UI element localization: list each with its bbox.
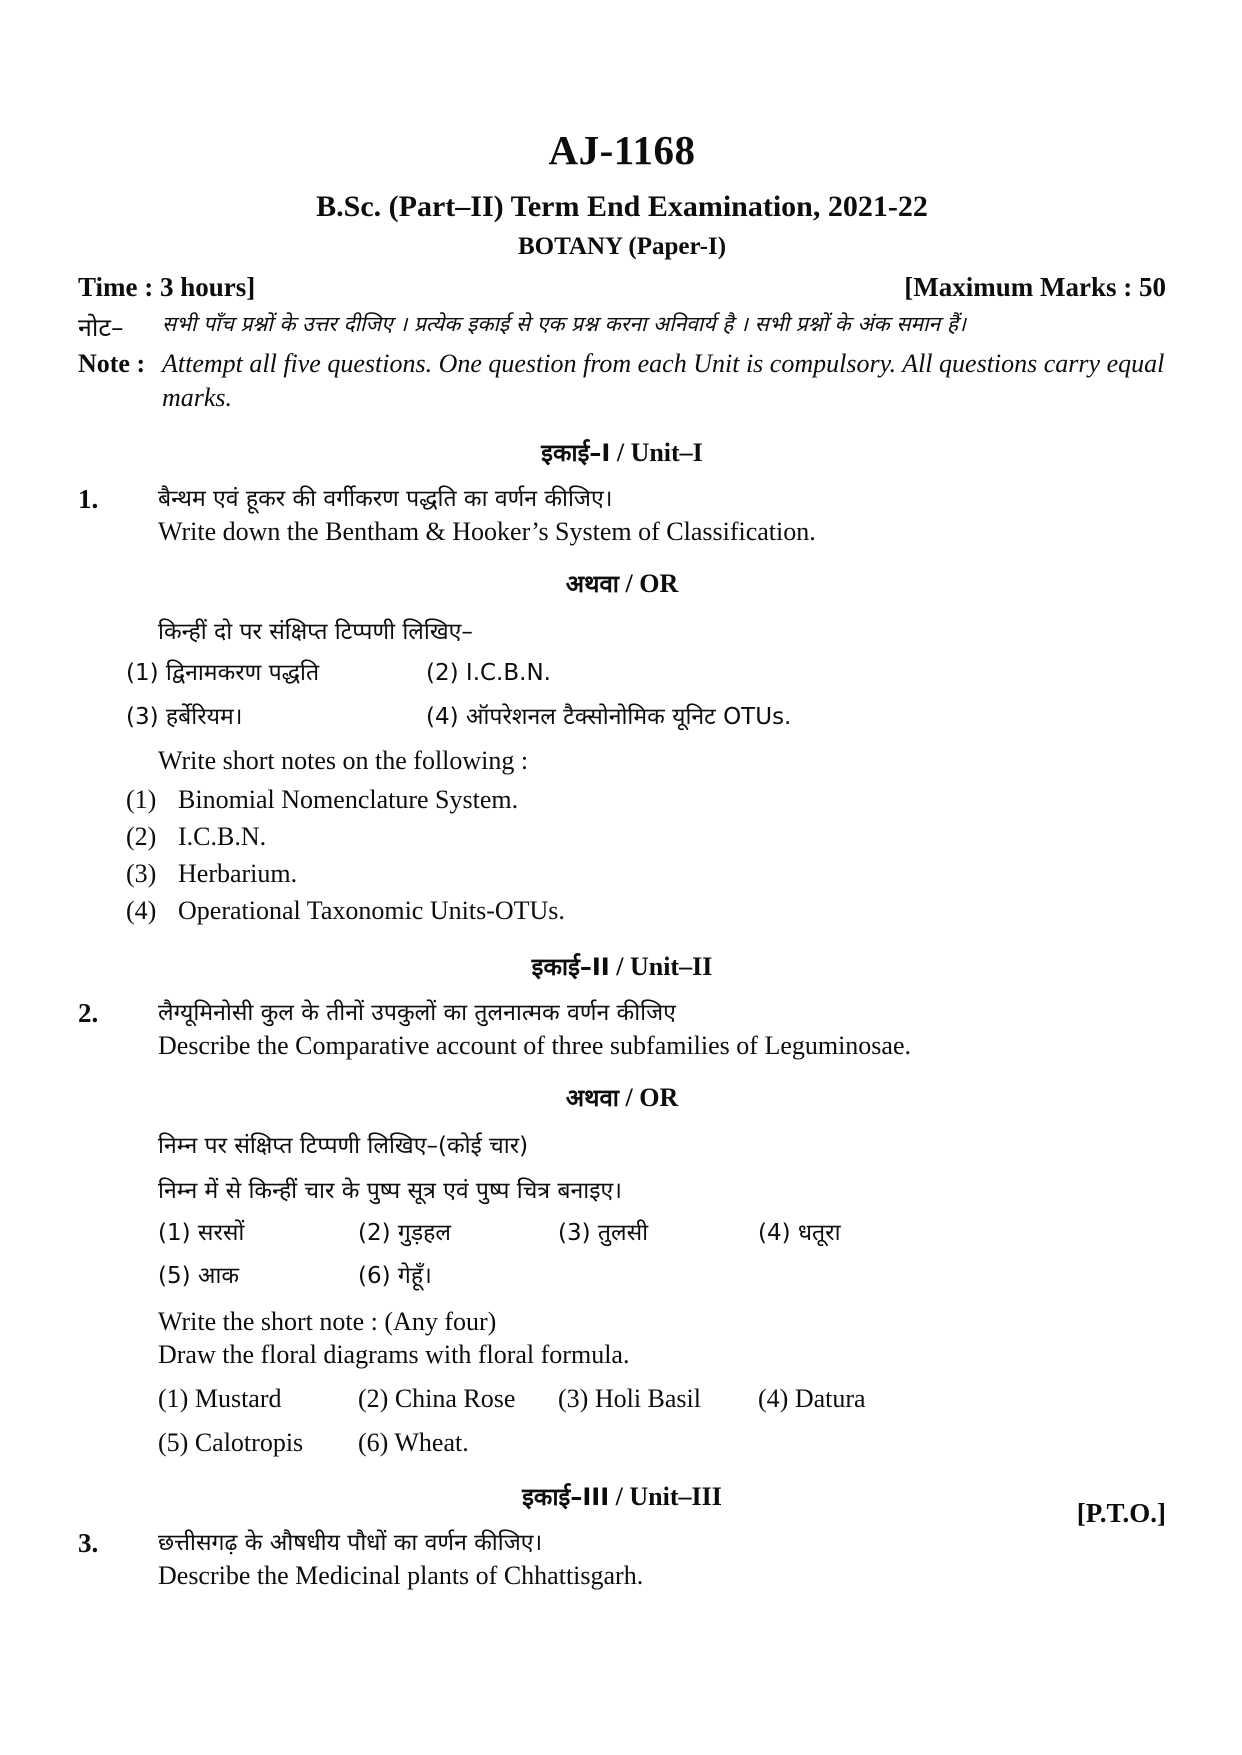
exam-title: B.Sc. (Part–II) Term End Examination, 2021-22 (316, 190, 928, 224)
q1-en-item-4-marker: (4) (126, 895, 157, 925)
q1-en-item-1-marker: (1) (126, 784, 157, 814)
list-item (158, 1260, 358, 1293)
q1-en-item-4-text: Operational Taxonomic Units-OTUs. (178, 895, 565, 925)
list-item (126, 782, 1166, 819)
question-1-number: 1. (78, 483, 99, 514)
question-3-hindi: छत्तीसगढ़ के औषधीय पौधों का वर्णन कीजिए। (158, 1529, 543, 1556)
list-item (126, 819, 1166, 856)
q2-en-item-3-marker: (3) (558, 1384, 589, 1414)
list-item (126, 657, 426, 690)
question-1-english: Write down the Bentham & Hooker’s System of Classification. (158, 517, 816, 547)
list-item (426, 657, 551, 690)
q2-hi-item-5-marker: (5) (158, 1262, 191, 1289)
or-divider-1-hindi: अथवा (565, 570, 619, 599)
question-2 (78, 997, 1166, 1063)
q1-en-item-2-marker: (2) (126, 821, 157, 851)
q2-alt-english-items-row-2 (158, 1426, 1166, 1460)
q1-hi-item-2-text: I.C.B.N. (465, 659, 551, 686)
paper-code: AJ-1168 (548, 127, 696, 173)
q2-hi-item-2-text: गुड़हल (397, 1220, 451, 1247)
list-item (358, 1260, 558, 1293)
q2-en-item-5-text: Calotropis (194, 1428, 304, 1458)
q1-alt-hindi-items-row-1 (126, 657, 1166, 690)
list-item (558, 1217, 758, 1250)
list-item (758, 1382, 958, 1416)
list-item (158, 1426, 358, 1460)
question-2-number: 2. (78, 997, 99, 1028)
unit-1-heading-hindi: इकाई–I (541, 438, 611, 467)
q2-en-item-4-text: Datura (794, 1384, 866, 1414)
question-3-english: Describe the Medicinal plants of Chhattisgarh. (158, 1561, 644, 1591)
unit-heading-separator: / (609, 951, 630, 981)
q2-hi-item-2-marker: (2) (358, 1220, 391, 1247)
question-3 (78, 1527, 1166, 1593)
unit-3-heading-english: Unit–III (629, 1481, 722, 1511)
list-item (358, 1382, 558, 1416)
q1-hi-item-1-marker: (1) (126, 659, 159, 686)
q2-hi-item-5-text: आक (197, 1262, 240, 1289)
q2-hi-item-4-text: धतूरा (797, 1220, 841, 1247)
q2-hi-item-6-text: गेहूँ। (397, 1262, 432, 1289)
q2-hi-item-3-text: तुलसी (597, 1220, 649, 1247)
page-turn-over-note: [P.T.O.] (1076, 1498, 1166, 1528)
unit-3-heading (78, 1480, 1166, 1513)
unit-heading-separator: / (610, 437, 631, 467)
q2-en-item-3-text: Holi Basil (594, 1384, 701, 1414)
unit-2-heading-english: Unit–II (629, 951, 713, 981)
list-item (126, 701, 426, 734)
note-english-text: Attempt all five questions. One question from each Unit is compulsory. All questions carry equal marks. (162, 349, 1165, 413)
q2-hi-item-4-marker: (4) (758, 1220, 791, 1247)
q2-en-item-5-marker: (5) (158, 1428, 189, 1458)
question-3-number: 3. (78, 1527, 99, 1558)
q2-en-item-1-text: Mustard (194, 1384, 282, 1414)
q2-alt-hindi-prompt-1: निम्न पर संक्षिप्त टिप्पणी लिखिए–(कोई चार) (158, 1133, 529, 1160)
q2-alt-english-items-row-1 (158, 1382, 1166, 1416)
q1-hi-item-4-marker: (4) (426, 704, 459, 731)
subject-title: BOTANY (Paper-I) (517, 233, 727, 261)
note-hindi-label: नोट– (78, 313, 124, 343)
question-2-alternative (158, 1130, 1166, 1460)
q2-en-item-2-text: China Rose (394, 1384, 516, 1414)
unit-1-heading (78, 436, 1166, 469)
time-and-marks-row (78, 272, 1166, 303)
list-item (558, 1382, 758, 1416)
q2-en-item-6-marker: (6) (358, 1428, 389, 1458)
or-divider-2-separator: / (619, 1083, 640, 1113)
q1-alt-english-items (126, 782, 1166, 930)
or-divider-1 (78, 567, 1166, 600)
list-item (358, 1426, 558, 1460)
note-english-label: Note : (78, 349, 146, 379)
unit-2-heading (78, 950, 1166, 983)
q1-alt-hindi-prompt: किन्हीं दो पर संक्षिप्त टिप्पणी लिखिए– (158, 619, 473, 646)
question-3-body (158, 1527, 1166, 1593)
q1-hi-item-3-marker: (3) (126, 704, 159, 731)
q1-en-item-2-text: I.C.B.N. (178, 821, 267, 851)
question-1 (78, 483, 1166, 549)
q2-alt-hindi-prompt-2: निम्न में से किन्हीं चार के पुष्प सूत्र एवं पुष्प चित्र बनाइए। (158, 1177, 622, 1204)
maximum-marks: [Maximum Marks : 50 (904, 272, 1166, 303)
q1-hi-item-4-text: ऑपरेशनल टैक्सोनोमिक यूनिट OTUs. (465, 704, 792, 731)
note-hindi-row (78, 311, 1166, 344)
q1-hi-item-1-text: द्विनामकरण पद्धति (165, 659, 320, 686)
q2-hi-item-1-marker: (1) (158, 1220, 191, 1247)
note-english-row (78, 347, 1166, 416)
or-divider-2 (78, 1081, 1166, 1114)
list-item (426, 701, 791, 734)
question-2-hindi: लैग्यूमिनोसी कुल के तीनों उपकुलों का तुलनात्मक वर्णन कीजिए (158, 999, 676, 1026)
unit-2-heading-hindi: इकाई–II (531, 952, 610, 981)
page-content (78, 128, 1166, 1593)
or-divider-1-english: OR (639, 569, 679, 599)
question-2-body (158, 997, 1166, 1063)
q1-en-item-3-marker: (3) (126, 858, 157, 888)
q2-en-item-2-marker: (2) (358, 1384, 389, 1414)
q1-alt-hindi-items-row-2 (126, 701, 1166, 734)
question-1-hindi: बैन्थम एवं हूकर की वर्गीकरण पद्धति का वर्णन कीजिए। (158, 485, 613, 512)
q1-hi-item-3-text: हर्बेरियम। (165, 704, 243, 731)
q2-alt-hindi-items-row-2 (158, 1260, 1166, 1293)
list-item (126, 856, 1166, 893)
q2-en-item-6-text: Wheat. (394, 1428, 469, 1458)
or-divider-2-english: OR (639, 1083, 679, 1113)
time-allowed: Time : 3 hours] (78, 272, 256, 303)
q2-en-item-1-marker: (1) (158, 1384, 189, 1414)
list-item (126, 893, 1166, 930)
q2-alt-hindi-items-row-1 (158, 1217, 1166, 1250)
note-hindi-text: सभी पाँच प्रश्नों के उत्तर दीजिए । प्रत्येक इकाई से एक प्रश्न करना अनिवार्य है । सभी प्रश्नों के अंक समान हैं। (162, 312, 966, 337)
or-divider-2-hindi: अथवा (565, 1084, 619, 1113)
list-item (158, 1217, 358, 1250)
q1-en-item-3-text: Herbarium. (178, 858, 298, 888)
unit-3-heading-hindi: इकाई–III (522, 1482, 610, 1511)
q2-hi-item-6-marker: (6) (358, 1262, 391, 1289)
q2-hi-item-3-marker: (3) (558, 1220, 591, 1247)
q1-alt-english-prompt: Write short notes on the following : (158, 746, 529, 776)
q2-hi-item-1-text: सरसों (197, 1220, 245, 1247)
question-2-english: Describe the Comparative account of three subfamilies of Leguminosae. (158, 1031, 912, 1061)
q1-hi-item-2-marker: (2) (426, 659, 459, 686)
q2-alt-english-prompt-1: Write the short note : (Any four) (158, 1306, 497, 1336)
q2-en-item-4-marker: (4) (758, 1384, 789, 1414)
q1-en-item-1-text: Binomial Nomenclature System. (178, 784, 519, 814)
list-item (758, 1217, 958, 1250)
unit-heading-separator: / (609, 1481, 630, 1511)
or-divider-1-separator: / (619, 569, 640, 599)
list-item (158, 1382, 358, 1416)
q2-alt-english-prompt-2: Draw the floral diagrams with floral formula. (158, 1340, 630, 1370)
list-item (358, 1217, 558, 1250)
question-1-alternative (126, 616, 1166, 929)
question-1-body (158, 483, 1166, 549)
unit-1-heading-english: Unit–I (630, 437, 703, 467)
